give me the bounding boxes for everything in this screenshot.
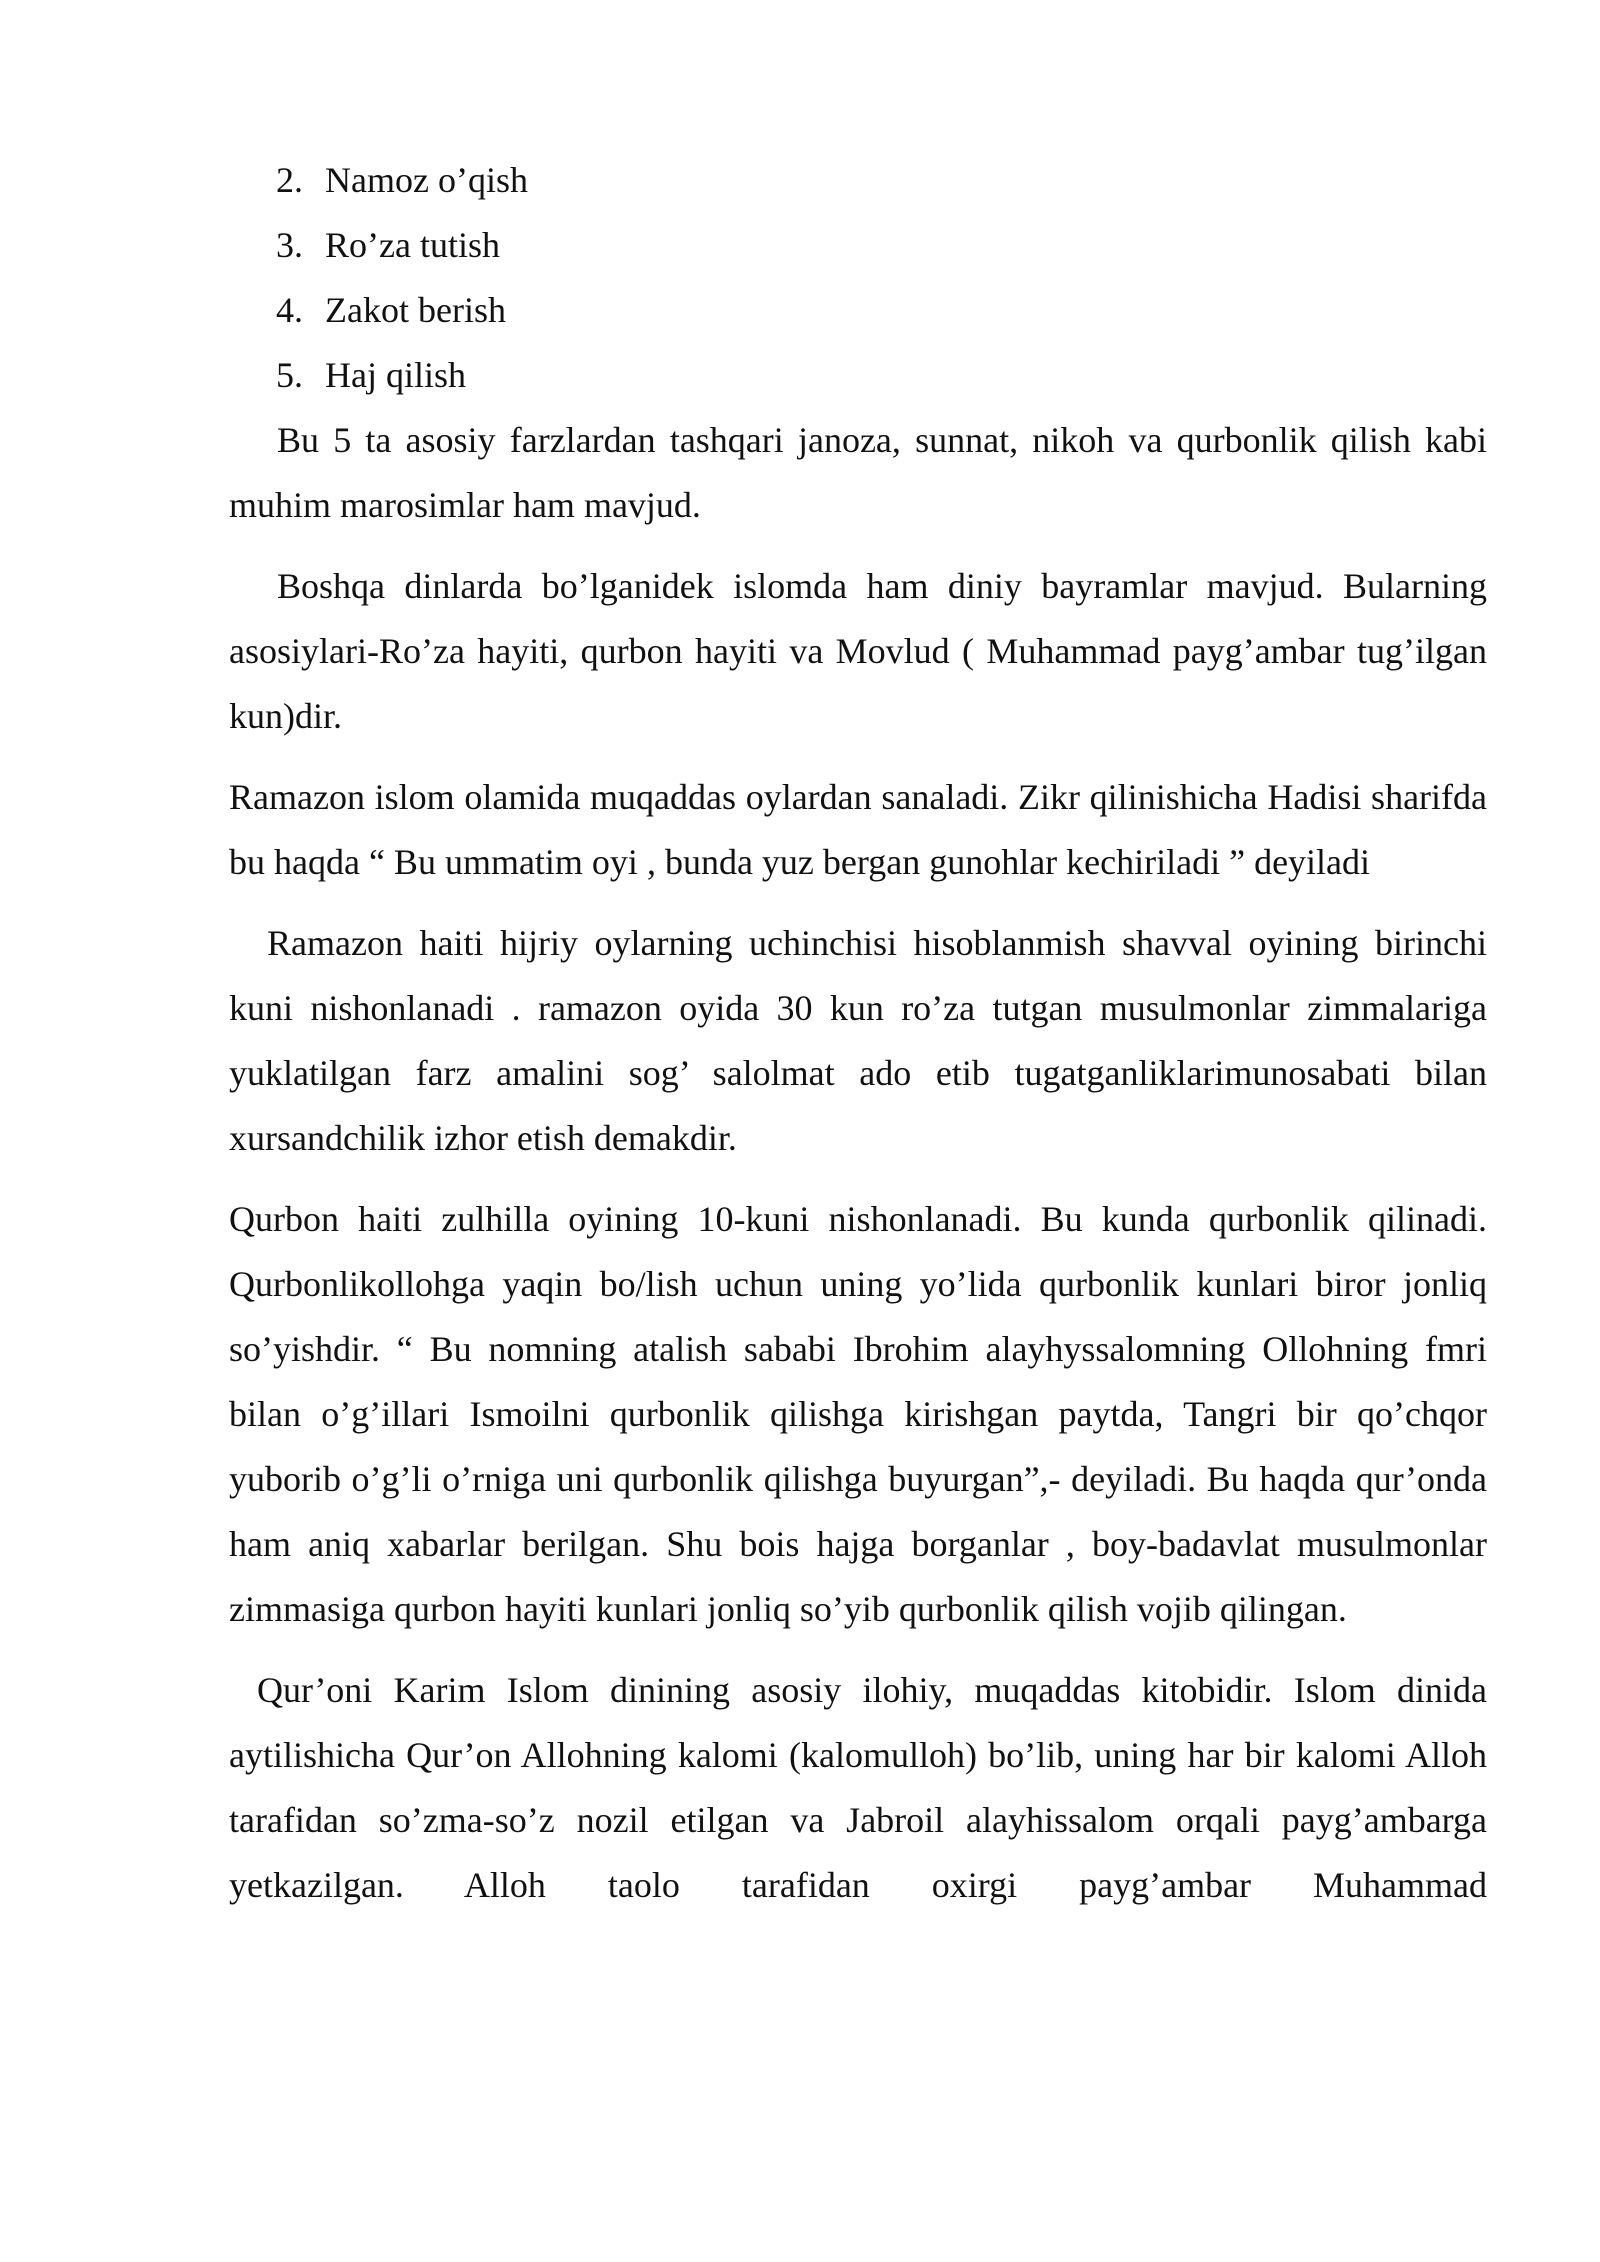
list-item [276,343,1487,408]
farz-list [229,148,1487,408]
list-number: 3. [276,225,303,265]
list-text: Ro’za tutish [325,225,500,265]
list-item [276,213,1487,278]
list-number: 2. [276,160,303,200]
list-text: Namoz o’qish [325,160,528,200]
paragraph-quron: Qur’oni Karim Islom dinining asosiy ilohiy, muqaddas kitobidir. Islom dinida aytilishicha Qur’on Allohning kalomi (kalomulloh) bo’lib, uning har bir kalomi Alloh tarafidan so’zma-so’z nozil etilgan va Jabroil alayhissalom orqali payg’ambarga yetkazilgan. Alloh taolo tarafidan oxirgi payg’ambar Muhammad [229,1670,1487,1905]
list-number: 4. [276,290,303,330]
paragraph-ramazon-haiti: Ramazon haiti hijriy oylarning uchinchisi hisoblanmish shavval oyining birinchi kuni nishonlanadi . ramazon oyida 30 kun ro’za tutgan musulmonlar zimmalariga yuklatilgan farz amalini sog’ salolmat ado etib tugatganliklarimunosabati bilan xursandchilik izhor etish demakdir. [229,923,1487,1158]
list-text: Haj qilish [325,355,466,395]
list-item [276,278,1487,343]
paragraph-qurbon-haiti: Qurbon haiti zulhilla oyining 10-kuni nishonlanadi. Bu kunda qurbonlik qilinadi. Qurbonlikollohga yaqin bo/lish uchun uning yo’lida qurbonlik kunlari biror jonliq so’yishdir. “ Bu nomning atalish sababi Ibrohim alayhyssalomning Ollohning fmri bilan o’g’illari Ismoilni qurbonlik qilishga kirishgan paytda, Tangri bir qo’chqor yuborib o’g’li o’rniga uni qurbonlik qilishga buyurgan”,- deyiladi. Bu haqda qur’onda ham aniq xabarlar berilgan. Shu bois hajga borganlar , boy-badavlat musulmonlar zimmasiga qurbon hayiti kunlari jonliq so’yib qurbonlik qilish vojib qilingan. [229,1199,1487,1629]
list-number: 5. [276,355,303,395]
paragraph-farz-marosim: Bu 5 ta asosiy farzlardan tashqari janoza, sunnat, nikoh va qurbonlik qilish kabi muhim marosimlar ham mavjud. [229,420,1487,525]
list-item [276,148,1487,213]
paragraph-ramazon: Ramazon islom olamida muqaddas oylardan sanaladi. Zikr qilinishicha Hadisi sharifda bu haqda “ Bu ummatim oyi , bunda yuz bergan gunohlar kechiriladi ” deyiladi [229,777,1487,882]
paragraph-bayramlar: Boshqa dinlarda bo’lganidek islomda ham diniy bayramlar mavjud. Bularning asosiylari-Ro’za hayiti, qurbon hayiti va Movlud ( Muhammad payg’ambar tug’ilgan kun)dir. [229,566,1487,736]
list-text: Zakot berish [325,290,506,330]
page-content [229,148,1487,1918]
